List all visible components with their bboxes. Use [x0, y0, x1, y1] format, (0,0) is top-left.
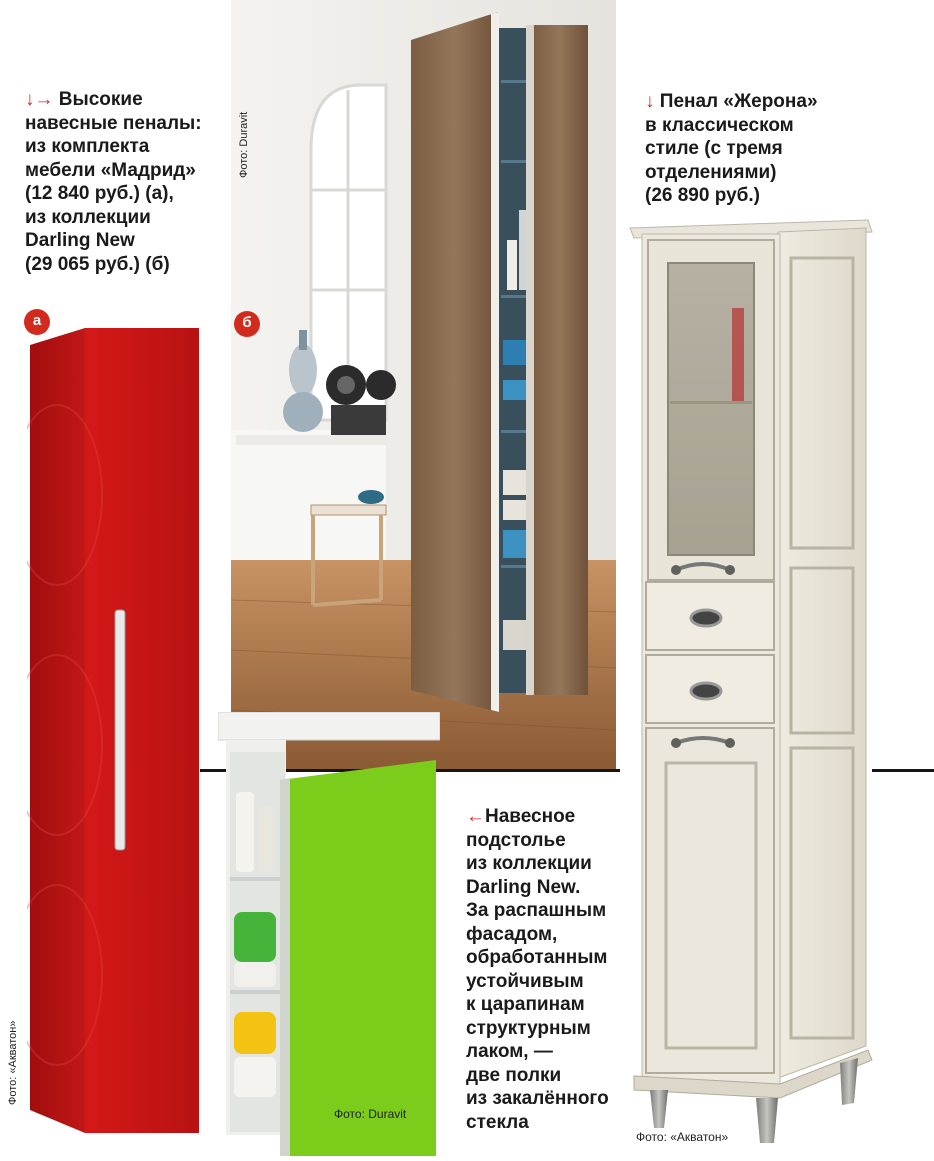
caption-line: фасадом,	[466, 923, 558, 945]
caption-line: из комплекта	[25, 136, 150, 157]
photo-credit: Фото: «Акватон»	[636, 1130, 729, 1144]
caption-line: отделениями)	[645, 161, 777, 183]
caption-line: устойчивым	[466, 970, 584, 992]
red-cabinet-illustration	[27, 325, 202, 1135]
green-cabinet-photo	[218, 712, 440, 1156]
caption-line: две полки	[466, 1064, 562, 1086]
caption-podstolye	[466, 805, 609, 1134]
caption-line: подстолье	[466, 829, 566, 851]
caption-line: Пенал «Жерона»	[659, 91, 818, 112]
green-cabinet-illustration	[218, 712, 440, 1156]
arrow-down-icon: ↓	[645, 91, 655, 112]
label-badge-a: а	[24, 309, 50, 335]
divider	[872, 769, 934, 772]
caption-line: из коллекции	[25, 206, 151, 228]
cream-cabinet-illustration	[628, 218, 874, 1153]
caption-jerona	[645, 90, 818, 208]
caption-line: Навесное	[485, 806, 576, 827]
caption-line: к царапинам	[466, 994, 585, 1015]
caption-line: стиле (с тремя	[645, 138, 783, 159]
photo-credit: Фото: «Акватон»	[7, 1020, 19, 1105]
caption-line: стекла	[466, 1111, 529, 1133]
caption-line: лаком, —	[466, 1041, 553, 1062]
caption-line: Darling New.	[466, 876, 581, 898]
caption-line: из закалённого	[466, 1088, 609, 1109]
caption-line: навесные пеналы:	[25, 112, 202, 134]
caption-line: мебели «Мадрид»	[25, 159, 196, 181]
caption-line: Высокие	[58, 89, 143, 110]
caption-line: (26 890 руб.)	[645, 185, 760, 206]
caption-madrid	[25, 88, 202, 276]
caption-line: в классическом	[645, 114, 794, 136]
photo-credit: Фото: Duravit	[334, 1107, 407, 1121]
caption-line: Darling New	[25, 230, 135, 251]
caption-line: (12 840 руб.) (а),	[25, 183, 174, 204]
red-cabinet-photo	[27, 325, 202, 1135]
arrow-right-icon: →	[34, 89, 54, 110]
arrow-left-icon: ←	[466, 806, 485, 827]
label-badge-b: б	[234, 311, 260, 337]
bathroom-illustration	[231, 0, 616, 770]
photo-credit: Фото: Duravit	[238, 111, 250, 178]
arrow-down-icon: ↓	[25, 89, 35, 110]
cream-cabinet-photo	[628, 218, 874, 1153]
caption-line: обработанным	[466, 947, 608, 968]
caption-line: из коллекции	[466, 853, 592, 874]
caption-line: структурным	[466, 1017, 591, 1039]
caption-line: (29 065 руб.) (б)	[25, 253, 170, 275]
bathroom-photo	[231, 0, 616, 770]
caption-line: За распашным	[466, 900, 607, 921]
